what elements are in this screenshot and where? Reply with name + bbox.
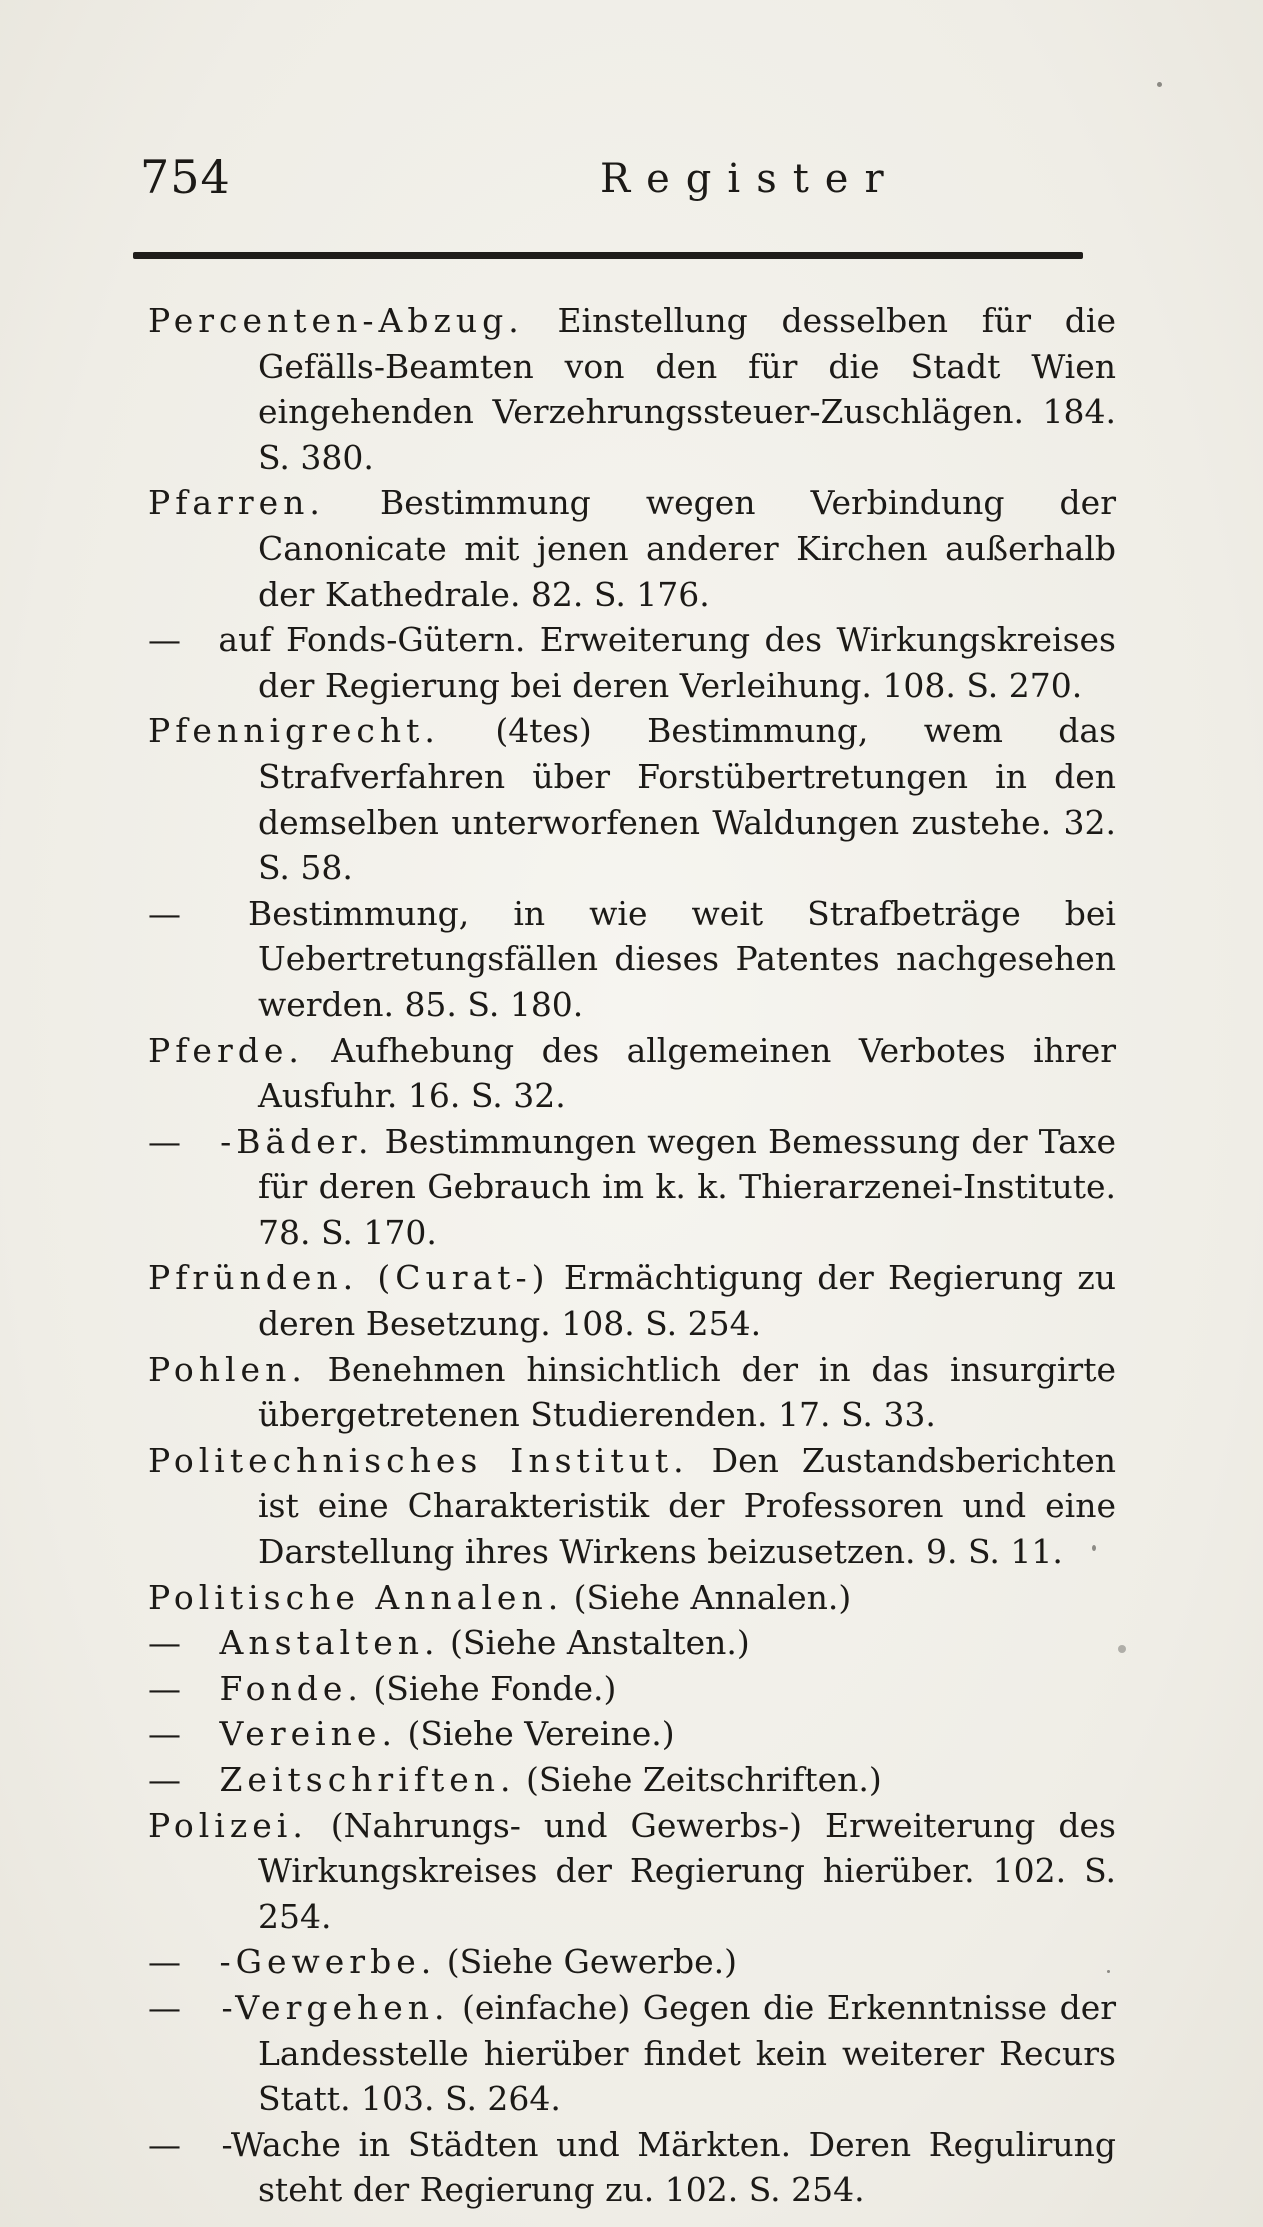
entry-heading: Percenten-Abzug. xyxy=(148,301,524,340)
register-entry xyxy=(148,480,1116,617)
entry-text: Bestimmung, in wie weit Strafbeträge bei Uebertretungsfällen dieses Patentes nachgesehen werden. 85. S. 180. xyxy=(204,893,1116,1024)
register-entry xyxy=(148,1757,1116,1803)
entry-heading: Politische Annalen. xyxy=(148,1577,564,1617)
entry-text: Einstellung desselben für die Gefälls-Beamten von den für die Stadt Wien eingehenden Verzehrungssteuer-Zuschlägen. 184. S. 380. xyxy=(258,301,1116,477)
entry-dash: — xyxy=(148,1623,181,1663)
page-number: 754 xyxy=(140,150,231,204)
entry-dash: — xyxy=(148,1760,181,1799)
paper-speck xyxy=(1157,82,1162,87)
entry-text: Bestimmung wegen Verbindung der Canonicate mit jenen anderer Kirchen außerhalb der Kathedrale. 82. S. 176. xyxy=(258,483,1116,614)
register-entry xyxy=(148,1985,1116,2122)
register-entry xyxy=(148,298,1116,480)
register-entry xyxy=(148,617,1116,708)
register-entry xyxy=(148,1119,1116,1256)
register-entries xyxy=(148,298,1116,2213)
entry-text: (Siehe Vereine.) xyxy=(396,1714,675,1754)
register-entry xyxy=(148,1666,1116,1712)
entry-heading: Pfründen. (Curat-) xyxy=(148,1258,550,1298)
paper-speck xyxy=(1107,1970,1110,1973)
entry-heading: Pfennigrecht. xyxy=(148,711,440,751)
register-entry xyxy=(148,1620,1116,1666)
register-entry xyxy=(148,2122,1116,2213)
running-title: Register xyxy=(600,156,900,202)
register-entry xyxy=(148,1028,1116,1119)
entry-text: (einfache) Gegen die Erkenntnisse der Landesstelle hierüber findet kein weiterer Recurs Statt. 103. S. 264. xyxy=(258,1987,1116,2119)
register-entry xyxy=(148,891,1116,1028)
paper-speck xyxy=(1092,1545,1096,1551)
entry-heading: Politechnisches Institut. xyxy=(148,1440,689,1480)
register-entry xyxy=(148,1347,1116,1438)
register-entry xyxy=(148,1711,1116,1757)
entry-heading: -Vergehen. xyxy=(204,1987,450,2027)
entry-text: Den Zustandsberichten ist eine Charakteristik der Professoren und eine Darstellung ihres Wirkens beizusetzen. 9. S. 11. xyxy=(258,1440,1116,1572)
entry-dash: — xyxy=(148,893,181,933)
entry-text: (Nahrungs- und Gewerbs-) Erweiterung des Wirkungskreises der Regierung hierüber. 102. S. 254. xyxy=(258,1805,1116,1936)
entry-dash: — xyxy=(148,1121,181,1161)
entry-heading: -Gewerbe. xyxy=(204,1942,437,1982)
paper-speck xyxy=(1118,1645,1126,1653)
header-rule xyxy=(133,252,1083,259)
register-entry xyxy=(148,1939,1116,1985)
entry-text: Benehmen hinsichtlich der in das insurgirte übergetretenen Studierenden. 17. S. 33. xyxy=(258,1349,1116,1435)
entry-text: (Siehe Annalen.) xyxy=(563,1577,852,1617)
entry-heading: Vereine. xyxy=(204,1714,397,1754)
entry-text: Bestimmungen wegen Bemessung der Taxe für deren Gebrauch im k. k. Thierarzenei-Institute. 78. S. 170. xyxy=(258,1121,1116,1252)
entry-heading: Zeitschriften. xyxy=(204,1760,516,1799)
entry-dash: — xyxy=(148,1942,181,1982)
entry-dash: — xyxy=(148,1668,181,1708)
entry-dash: — xyxy=(148,1714,181,1754)
entry-heading: Anstalten. xyxy=(204,1623,440,1663)
entry-heading: Pferde. xyxy=(148,1030,304,1070)
entry-heading: Fonde. xyxy=(204,1668,363,1708)
entry-text: -Wache in Städten und Märkten. Deren Regulirung steht der Regierung zu. 102. S. 254. xyxy=(204,2124,1116,2210)
entry-heading: Polizei. xyxy=(148,1805,308,1845)
entry-text: (Siehe Zeitschriften.) xyxy=(515,1760,882,1799)
entry-text: (Siehe Anstalten.) xyxy=(439,1623,750,1663)
register-entry xyxy=(148,1575,1116,1621)
register-entry xyxy=(148,708,1116,890)
entry-text: Aufhebung des allgemeinen Verbotes ihrer Ausfuhr. 16. S. 32. xyxy=(258,1030,1116,1116)
entry-text: (4tes) Bestimmung, wem das Strafverfahren über Forstübertretungen in den demselben unterworfenen Waldungen zustehe. 32. S. 58. xyxy=(258,711,1116,888)
entry-dash: — xyxy=(148,2124,181,2164)
register-entry xyxy=(148,1803,1116,1940)
entry-dash: — xyxy=(148,620,181,660)
page-header xyxy=(140,150,1100,220)
entry-heading: Pohlen. xyxy=(148,1349,307,1389)
entry-dash: — xyxy=(148,1987,181,2027)
entry-text: (Siehe Fonde.) xyxy=(362,1668,617,1708)
entry-heading: Pfarren. xyxy=(148,483,325,523)
register-entry xyxy=(148,1255,1116,1346)
register-entry xyxy=(148,1438,1116,1575)
entry-text: auf Fonds-Gütern. Erweiterung des Wirkungskreises der Regierung bei deren Verleihung. 108. S. 270. xyxy=(204,620,1116,705)
entry-heading: -Bäder. xyxy=(204,1121,374,1161)
entry-text: Ermächtigung der Regierung zu deren Besetzung. 108. S. 254. xyxy=(258,1258,1116,1344)
entry-text: (Siehe Gewerbe.) xyxy=(436,1942,738,1982)
